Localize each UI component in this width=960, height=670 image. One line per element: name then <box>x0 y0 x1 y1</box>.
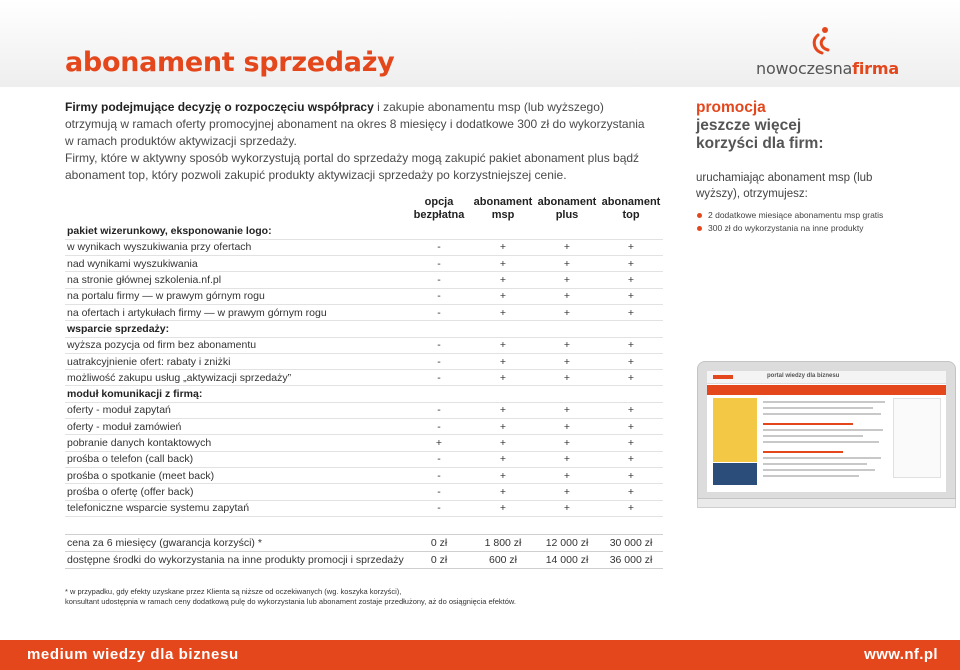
table-row <box>65 272 663 288</box>
table-row <box>65 337 663 353</box>
promo-list <box>696 209 883 235</box>
row-value: + <box>471 467 535 483</box>
row-value: - <box>407 451 471 467</box>
table-section-row <box>65 321 663 337</box>
row-label: prośba o ofertę (offer back) <box>65 484 407 500</box>
row-value: + <box>535 304 599 320</box>
price-value: 0 zł <box>407 552 471 569</box>
screen-banner <box>713 398 757 462</box>
row-value <box>407 223 471 239</box>
row-label: na portalu firmy — w prawym górnym rogu <box>65 288 407 304</box>
table-row <box>65 402 663 418</box>
column-header: opcja bezpłatna <box>413 196 465 221</box>
intro-lead: Firmy podejmujące decyzję o rozpoczęciu współpracy <box>65 100 374 114</box>
row-value: + <box>535 239 599 255</box>
row-value: + <box>599 500 663 516</box>
table-row <box>65 435 663 451</box>
table-row <box>65 239 663 255</box>
row-value: + <box>471 288 535 304</box>
column-header: abonament plus <box>537 196 597 221</box>
price-label: cena za 6 miesięcy (gwarancja korzyści) * <box>65 535 407 552</box>
footer-url[interactable]: www.nf.pl <box>864 646 938 663</box>
row-value: + <box>471 419 535 435</box>
table-row <box>65 288 663 304</box>
table-row <box>65 484 663 500</box>
promo-subtitle: jeszcze więcej <box>696 117 802 134</box>
table-row <box>65 467 663 483</box>
row-value: + <box>535 337 599 353</box>
intro-text1: i zakupie abonamentu msp (lub wyższego) otrzymują w ramach oferty promocyjnej abonament na okres 8 miesięcy i dodatkowe 300 zł do wykorzystania w ramach produktów aktywizacji sprzedaży. <box>65 100 645 148</box>
table-section-row <box>65 386 663 402</box>
price-value: 1 800 zł <box>471 535 535 552</box>
table-row <box>65 256 663 272</box>
price-value: 0 zł <box>407 535 471 552</box>
row-value: + <box>599 272 663 288</box>
row-value: - <box>407 337 471 353</box>
row-value: + <box>535 484 599 500</box>
row-value: + <box>599 256 663 272</box>
row-value <box>535 386 599 402</box>
row-value <box>407 386 471 402</box>
table-row <box>65 500 663 516</box>
row-label: prośba o spotkanie (meet back) <box>65 467 407 483</box>
row-value: + <box>599 239 663 255</box>
intro-text2: Firmy, które w aktywny sposób wykorzystują portal do sprzedaży mogą zakupić pakiet abonament plus bądź abonament top, który pozwoli zakupić produkty aktywizacji sprzedaży po korzystniejszej cenie. <box>65 151 640 182</box>
monitor-illustration <box>684 361 954 506</box>
footnote <box>65 587 685 607</box>
row-value: + <box>471 500 535 516</box>
promo-title: promocja <box>696 99 766 116</box>
row-label: na stronie głównej szkolenia.nf.pl <box>65 272 407 288</box>
row-value <box>599 223 663 239</box>
screen-nav <box>707 385 946 395</box>
row-label: wyższa pozycja od firm bez abonamentu <box>65 337 407 353</box>
row-value <box>407 321 471 337</box>
table-row <box>65 451 663 467</box>
row-value: + <box>471 272 535 288</box>
row-value: + <box>471 370 535 386</box>
footnote-line: konsultant udostępnia w ramach ceny dodatkową pulę do wykorzystania lub abonament zostaje przedłużony, aż do osiągnięcia efektów. <box>65 597 516 606</box>
row-value: - <box>407 239 471 255</box>
screen-site-title: portal wiedzy dla biznesu <box>767 373 840 379</box>
row-value: + <box>599 467 663 483</box>
row-value: - <box>407 272 471 288</box>
row-value: + <box>535 435 599 451</box>
row-value: - <box>407 419 471 435</box>
monitor-screen <box>707 371 946 492</box>
row-value: + <box>599 337 663 353</box>
row-value <box>599 386 663 402</box>
row-label: na ofertach i artykułach firmy — w prawym górnym rogu <box>65 304 407 320</box>
row-value: + <box>471 239 535 255</box>
footer-tagline: medium wiedzy dla biznesu <box>27 646 239 663</box>
table-row <box>65 419 663 435</box>
row-value: + <box>535 272 599 288</box>
promo-item: 2 dodatkowe miesiące abonamentu msp gratis <box>696 209 883 222</box>
row-label: w wynikach wyszukiwania przy ofertach <box>65 239 407 255</box>
logo-swirl-icon <box>809 26 839 56</box>
column-header: abonament msp <box>473 196 533 221</box>
row-label: pobranie danych kontaktowych <box>65 435 407 451</box>
row-label: pakiet wizerunkowy, eksponowanie logo: <box>65 223 407 239</box>
price-value: 12 000 zł <box>535 535 599 552</box>
row-value: + <box>535 467 599 483</box>
row-value: - <box>407 467 471 483</box>
promo-subtitle: korzyści dla firm: <box>696 135 824 152</box>
price-value: 600 zł <box>471 552 535 569</box>
row-value: + <box>599 484 663 500</box>
row-label: oferty - moduł zamówień <box>65 419 407 435</box>
row-value: - <box>407 370 471 386</box>
row-value <box>471 321 535 337</box>
row-value: + <box>471 337 535 353</box>
row-value: + <box>471 435 535 451</box>
row-value: + <box>535 500 599 516</box>
price-value: 36 000 zł <box>599 552 663 569</box>
row-value: + <box>471 304 535 320</box>
row-value: - <box>407 256 471 272</box>
row-value: + <box>535 370 599 386</box>
row-label: oferty - moduł zapytań <box>65 402 407 418</box>
price-label: dostępne środki do wykorzystania na inne produkty promocji i sprzedaży <box>65 552 407 569</box>
row-value: - <box>407 288 471 304</box>
row-value: + <box>599 304 663 320</box>
row-label: prośba o telefon (call back) <box>65 451 407 467</box>
screen-banner <box>713 463 757 485</box>
row-value: - <box>407 353 471 369</box>
row-value: - <box>407 304 471 320</box>
row-value: + <box>535 288 599 304</box>
table-section-row <box>65 223 663 239</box>
row-value <box>535 223 599 239</box>
price-value: 30 000 zł <box>599 535 663 552</box>
row-value: + <box>471 451 535 467</box>
table-row <box>65 370 663 386</box>
page-title: abonament sprzedaży <box>65 47 395 78</box>
logo[interactable] <box>756 26 901 81</box>
table-header-row <box>65 193 663 223</box>
row-value: + <box>599 288 663 304</box>
screen-sidebar <box>893 398 941 478</box>
row-label: możliwość zakupu usług „aktywizacji sprzedaży” <box>65 370 407 386</box>
row-label: moduł komunikacji z firmą: <box>65 386 407 402</box>
row-value <box>599 321 663 337</box>
row-value <box>471 223 535 239</box>
prices-table <box>65 534 663 569</box>
row-value: + <box>471 353 535 369</box>
row-value: + <box>535 419 599 435</box>
promo-intro: uruchamiając abonament msp (lub wyższy), otrzymujesz: <box>696 172 873 200</box>
price-row <box>65 552 663 569</box>
row-label: uatrakcyjnienie ofert: rabaty i zniżki <box>65 353 407 369</box>
row-value: + <box>599 370 663 386</box>
row-label: nad wynikami wyszukiwania <box>65 256 407 272</box>
row-value: + <box>599 451 663 467</box>
features-table <box>65 193 663 517</box>
footnote-line: * w przypadku, gdy efekty uzyskane przez Klienta są niższe od oczekiwanych (wg. koszyka korzyści), <box>65 587 402 596</box>
row-value: + <box>471 484 535 500</box>
row-value <box>535 321 599 337</box>
row-value: + <box>599 353 663 369</box>
row-value: + <box>471 402 535 418</box>
row-value: + <box>535 353 599 369</box>
row-value: + <box>599 435 663 451</box>
row-value <box>471 386 535 402</box>
row-value: + <box>535 451 599 467</box>
price-value: 14 000 zł <box>535 552 599 569</box>
intro-text <box>65 99 655 184</box>
table-row <box>65 304 663 320</box>
row-value: + <box>599 419 663 435</box>
logo-text: nowoczesnafirma <box>756 59 899 78</box>
table-header-empty <box>65 193 407 223</box>
promo-item: 300 zł do wykorzystania na inne produkty <box>696 222 883 235</box>
row-value: - <box>407 402 471 418</box>
row-label: telefoniczne wsparcie systemu zapytań <box>65 500 407 516</box>
price-row <box>65 535 663 552</box>
row-value: + <box>535 256 599 272</box>
monitor-chin <box>697 499 956 508</box>
promo-heading <box>696 99 824 153</box>
screen-logo <box>713 375 733 379</box>
row-value: - <box>407 500 471 516</box>
row-value: + <box>471 256 535 272</box>
row-value: + <box>535 402 599 418</box>
row-value: + <box>599 402 663 418</box>
row-label: wsparcie sprzedaży: <box>65 321 407 337</box>
row-value: - <box>407 484 471 500</box>
row-value: + <box>407 435 471 451</box>
table-row <box>65 353 663 369</box>
column-header: abonament top <box>601 196 661 221</box>
